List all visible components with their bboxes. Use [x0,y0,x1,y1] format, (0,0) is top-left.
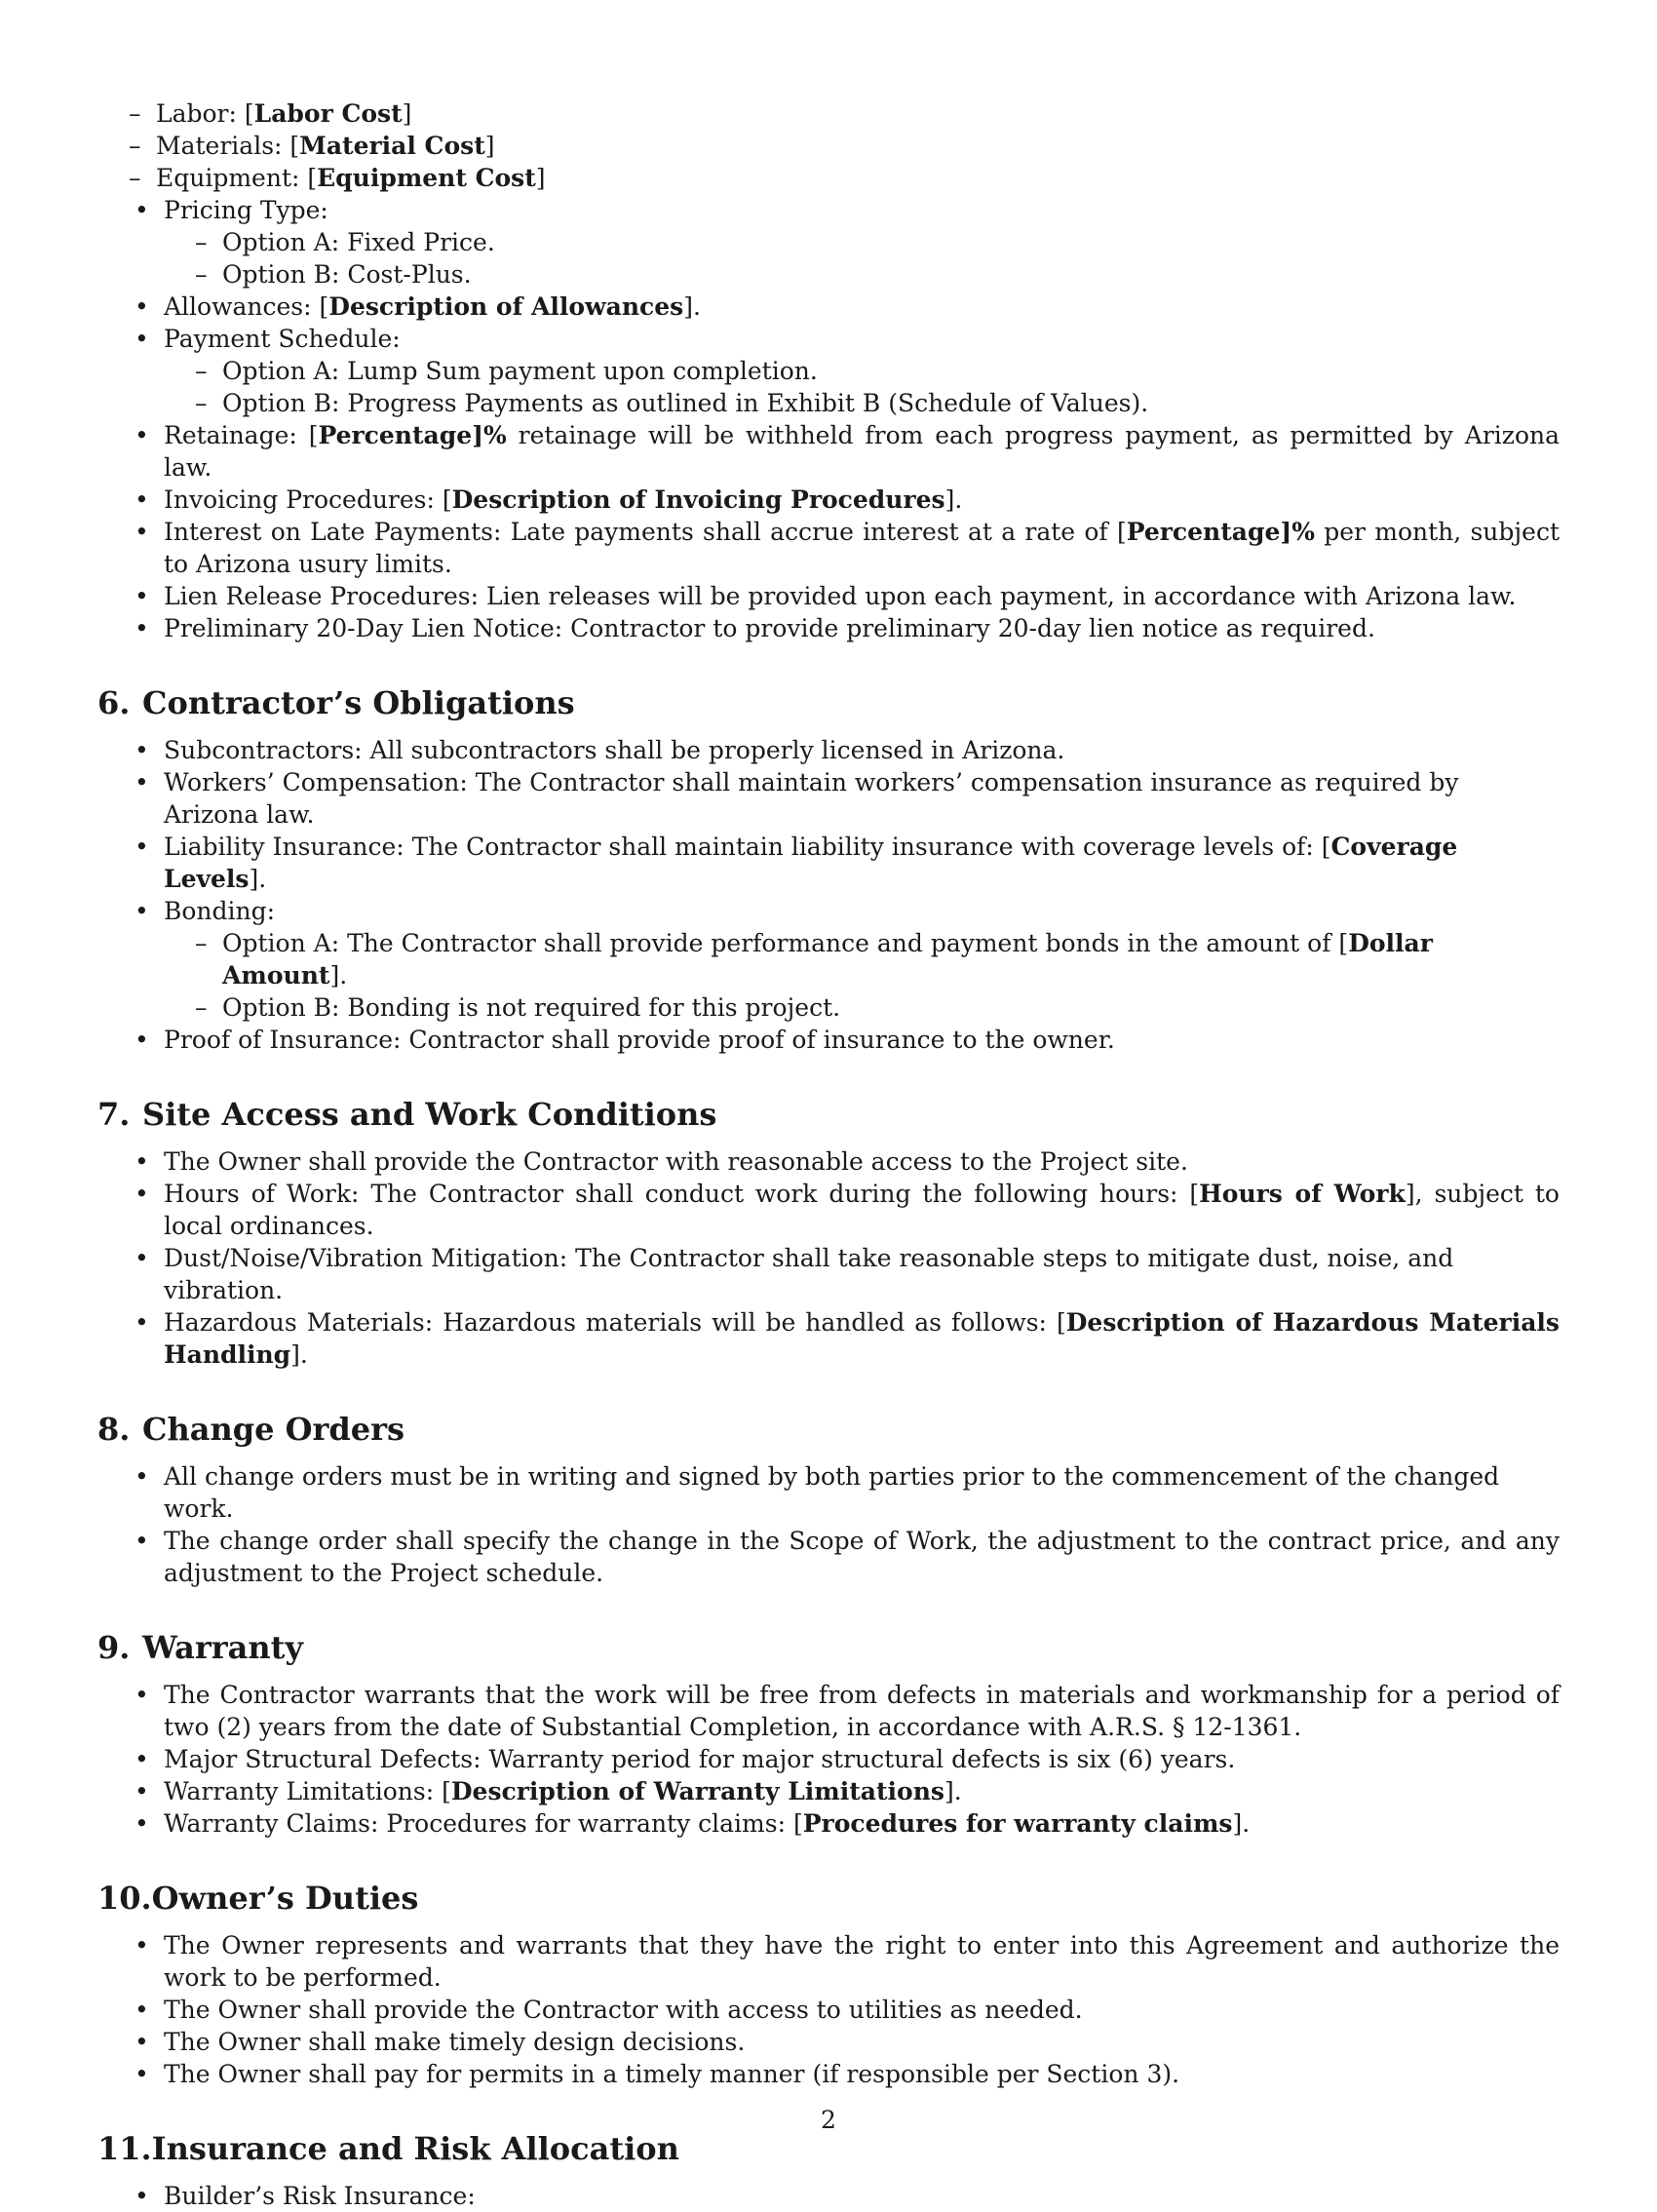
section-heading-8: 8. Change Orders [97,1411,405,1448]
list-item-owner-utilities: • The Owner shall provide the Contractor with access to utilities as needed. [97,1994,1560,2026]
list-item-pricing-type: • Pricing Type: – Option A: Fixed Price. – Option B: Cost-Plus. [97,194,1560,291]
list-item-invoicing: • Invoicing Procedures: [Description of Invoicing Procedures]. [97,484,1560,516]
document-page [97,97,1560,2212]
list-item-warranty-claims: • Warranty Claims: Procedures for warranty claims: [Procedures for warranty claims]. [97,1807,1560,1840]
list-item-payment-schedule: • Payment Schedule: – Option A: Lump Sum payment upon completion. – Option B: Progress Payments as outlined in Exhibit B (Schedule of Values). [97,323,1560,419]
payment-terms-list [97,194,1560,644]
list-item-lien-release: • Lien Release Procedures: Lien releases will be provided upon each payment, in accordance with Arizona law. [97,580,1560,612]
section-10-list [97,1929,1560,2090]
list-item-workers-comp: • Workers’ Compensation: The Contractor shall maintain workers’ compensation insurance as required by Arizona law. [97,766,1560,831]
list-item-hazardous: • Hazardous Materials: Hazardous materials will be handled as follows: [Description of Hazardous Materials Handling]. [97,1306,1560,1371]
list-item-bonding-option-b: – Option B: Bonding is not required for this project. [164,991,1560,1024]
section-7-list [97,1145,1560,1371]
list-item-proof-insurance: • Proof of Insurance: Contractor shall provide proof of insurance to the owner. [97,1024,1560,1056]
page-number: 2 [821,2106,836,2134]
section-9-list [97,1679,1560,1840]
list-item-site-access: • The Owner shall provide the Contractor with reasonable access to the Project site. [97,1145,1560,1178]
list-item-bonding: • Bonding: – Option A: The Contractor shall provide performance and payment bonds in the amount of [Dollar Amount]. – Option B: Bonding is not required for this project. [97,895,1560,1024]
list-item-payment-option-a: – Option A: Lump Sum payment upon completion. [164,355,1560,387]
list-item-owner-design: • The Owner shall make timely design decisions. [97,2026,1560,2058]
list-item-warranty-period: • The Contractor warrants that the work will be free from defects in materials and workmanship for a period of two (2) years from the date of Substantial Completion, in accordance with A.R.S. § 12-1361. [97,1679,1560,1743]
list-item-retainage: • Retainage: [Percentage]% retainage will be withheld from each progress payment, as permitted by Arizona law. [97,419,1560,484]
list-item-owner-represents: • The Owner represents and warrants that they have the right to enter into this Agreement and authorize the work to be performed. [97,1929,1560,1994]
list-item-mitigation: • Dust/Noise/Vibration Mitigation: The Contractor shall take reasonable steps to mitigate dust, noise, and vibration. [97,1242,1560,1306]
list-item-pricing-option-a: – Option A: Fixed Price. [164,226,1560,258]
section-heading-10: 10.Owner’s Duties [97,1880,419,1917]
section-heading-11: 11.Insurance and Risk Allocation [97,2130,679,2167]
list-item-hours: • Hours of Work: The Contractor shall conduct work during the following hours: [Hours of Work], subject to local ordinances. [97,1178,1560,1242]
list-item-prelim-notice: • Preliminary 20-Day Lien Notice: Contractor to provide preliminary 20-day lien notice as required. [97,612,1560,644]
list-item-liability: • Liability Insurance: The Contractor shall maintain liability insurance with coverage levels of: [Coverage Levels]. [97,831,1560,895]
section-heading-9: 9. Warranty [97,1629,303,1666]
list-item-owner-permits: • The Owner shall pay for permits in a timely manner (if responsible per Section 3). [97,2058,1560,2090]
list-item-equipment: – Equipment: [Equipment Cost] [97,162,1560,194]
list-item-major-defects: • Major Structural Defects: Warranty period for major structural defects is six (6) years. [97,1743,1560,1775]
list-item-allowances: • Allowances: [Description of Allowances]. [97,291,1560,323]
list-item-bonding-option-a: – Option A: The Contractor shall provide performance and payment bonds in the amount of [Dollar Amount]. [164,927,1560,991]
list-item-change-specify: • The change order shall specify the change in the Scope of Work, the adjustment to the contract price, and any adjustment to the Project schedule. [97,1525,1560,1589]
list-item-change-writing: • All change orders must be in writing and signed by both parties prior to the commencement of the changed work. [97,1460,1560,1525]
list-item-pricing-option-b: – Option B: Cost-Plus. [164,258,1560,291]
list-item-labor: – Labor: [Labor Cost] [97,97,1560,130]
list-item-builders-risk: • Builder’s Risk Insurance: [97,2180,1560,2212]
list-item-payment-option-b: – Option B: Progress Payments as outlined in Exhibit B (Schedule of Values). [164,387,1560,419]
cost-breakdown-list [97,97,1560,194]
section-8-list [97,1460,1560,1589]
section-heading-7: 7. Site Access and Work Conditions [97,1096,717,1133]
list-item-interest: • Interest on Late Payments: Late payments shall accrue interest at a rate of [Percentage]% per month, subject to Arizona usury limits. [97,516,1560,580]
list-item-subcontractors: • Subcontractors: All subcontractors shall be properly licensed in Arizona. [97,734,1560,766]
list-item-warranty-limitations: • Warranty Limitations: [Description of Warranty Limitations]. [97,1775,1560,1807]
section-11-list [97,2180,1560,2212]
list-item-materials: – Materials: [Material Cost] [97,130,1560,162]
section-6-list [97,734,1560,1056]
section-heading-6: 6. Contractor’s Obligations [97,684,575,721]
